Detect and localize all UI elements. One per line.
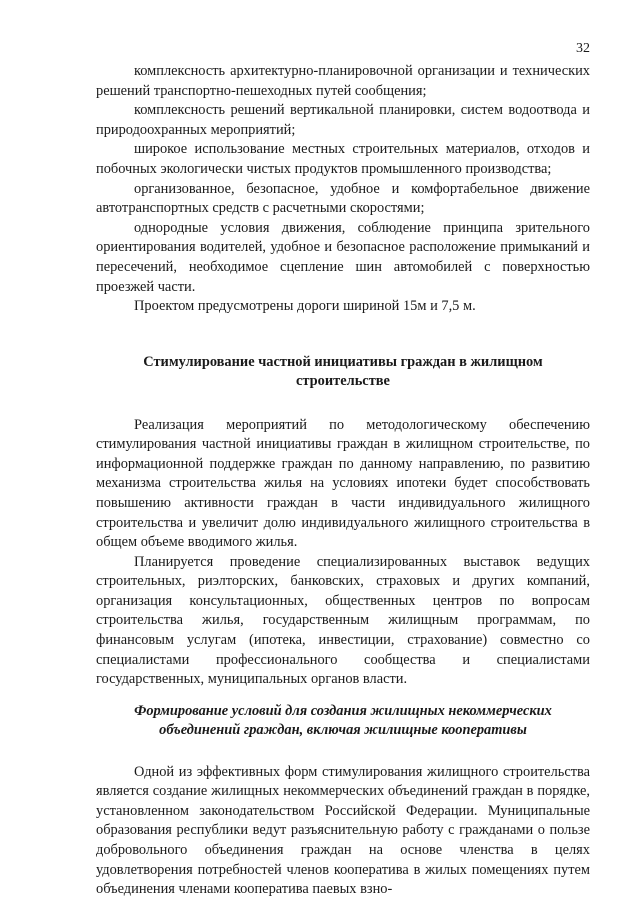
section-body — [96, 763, 590, 900]
intro-paragraph: широкое использование местных строительных материалов, отходов и побочных экологически чистых продуктов промышленного производства; — [96, 141, 590, 177]
intro-paragraph: комплексность решений вертикальной планировки, систем водоотвода и природоохранных мероприятий; — [96, 102, 590, 138]
intro-paragraph: Проектом предусмотрены дороги шириной 15м и 7,5 м. — [134, 298, 476, 315]
intro-paragraph: однородные условия движения, соблюдение принципа зрительного ориентирования водителей, удобное и безопасное расположение примыканий и пересечений, необходимое сцепление шин автомобилей с поверхностью проезжей части. — [96, 219, 590, 295]
document-body — [96, 62, 590, 900]
intro-paragraph: организованное, безопасное, удобное и комфортабельное движение автотранспортных средств с расчетными скоростями; — [96, 180, 590, 217]
section-housing-associations — [96, 702, 590, 900]
section-heading: Стимулирование частной инициативы граждан в жилищном строительстве — [143, 353, 543, 390]
section-paragraph: Реализация мероприятий по методологическому обеспечению стимулирования частной инициативы граждан в жилищном строительстве, по информационной поддержке граждан по данному направлению, по развитию механизма строительства жилья на условиях ипотеки будет способствовать повышению активности граждан в части индивидуального жилищного строительства и увеличит долю индивидуального жилищного строительства в общем объеме вводимого жилья. — [96, 416, 590, 551]
section-body — [96, 416, 590, 690]
intro-list — [96, 62, 590, 317]
section-heading: Формирование условий для создания жилищных некоммерческих объединений граждан, включая жилищные кооперативы — [134, 702, 552, 739]
section-private-initiative — [96, 353, 590, 690]
page-number: 32 — [576, 41, 590, 56]
intro-paragraph: комплексность архитектурно-планировочной организации и технических решений транспортно-пешеходных путей сообщения; — [96, 63, 590, 99]
section-paragraph: Планируется проведение специализированных выставок ведущих строительных, риэлторских, банковских, страховых и других компаний, организация консультационных, общественных центров по вопросам строительства жилья, государственным жилищным программам, по финансовым услугам (ипотека, инвестиции, страхование) совместно со специалистами профессионального сообщества и специалистами государственных, муниципальных органов власти. — [96, 553, 590, 688]
section-paragraph: Одной из эффективных форм стимулирования жилищного строительства является создание жилищных некоммерческих объединений граждан в порядке, установленном законодательством Российской Федерации. Муниципальные образования республики ведут разъяснительную работу с гражданами о пользе добровольного объединения граждан на основе членства в целях удовлетворения потребностей членов кооператива в жилых помещениях путем объединения членами кооператива паевых взно- — [96, 763, 590, 898]
